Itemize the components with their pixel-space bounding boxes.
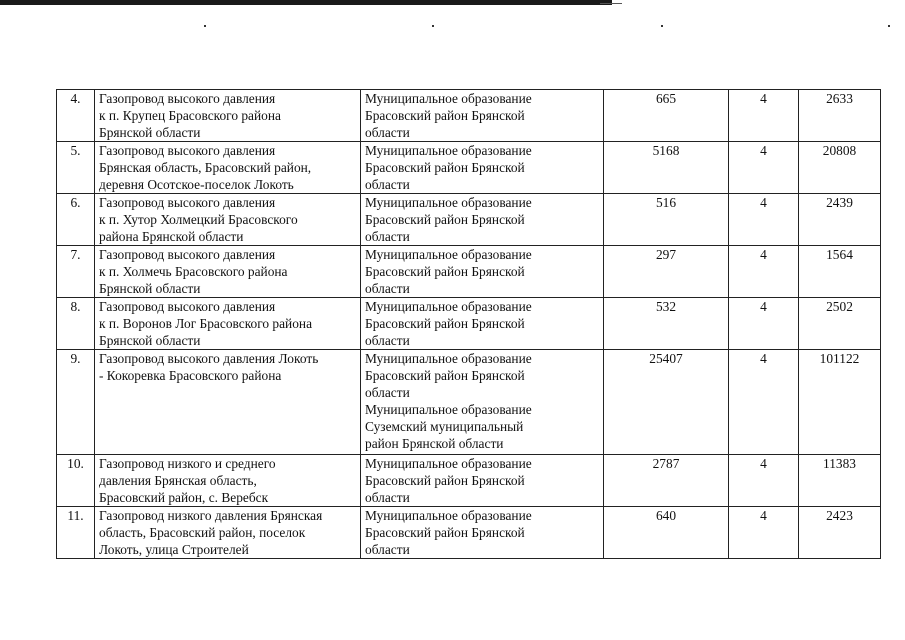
row-number: 5. xyxy=(70,143,81,158)
row-number-cell xyxy=(57,350,95,455)
length-cell xyxy=(604,90,729,142)
length-value: 5168 xyxy=(652,143,680,158)
category-cell xyxy=(729,298,799,350)
object-name-line: к п. Холмечь Брасовского района xyxy=(99,264,288,279)
owner-line: области xyxy=(365,125,410,140)
owner-line: Брасовский район Брянской xyxy=(365,108,525,123)
row-number: 6. xyxy=(70,195,81,210)
owner-line: Брасовский район Брянской xyxy=(365,264,525,279)
object-name-line: Газопровод высокого давления Локоть xyxy=(99,351,319,366)
length-value: 25407 xyxy=(649,351,683,366)
length-cell xyxy=(604,298,729,350)
owner-line: Муниципальное образование xyxy=(365,143,532,158)
owner-line: Брасовский район Брянской xyxy=(365,212,525,227)
length-value: 532 xyxy=(655,299,677,314)
cost-value: 2423 xyxy=(826,508,853,523)
value-cell xyxy=(799,90,881,142)
row-number-cell xyxy=(57,455,95,507)
length-cell xyxy=(604,142,729,194)
object-name-line: давления Брянская область, xyxy=(99,473,257,488)
object-name-cell xyxy=(95,194,361,246)
owner-cell xyxy=(361,194,604,246)
object-name-line: Газопровод высокого давления xyxy=(99,247,276,262)
owner-line: Муниципальное образование xyxy=(365,247,532,262)
row-number: 11. xyxy=(67,508,84,523)
cost-value: 11383 xyxy=(823,456,856,471)
cost-value: 2502 xyxy=(826,299,853,314)
owner-cell xyxy=(361,455,604,507)
owner-line: Муниципальное образование xyxy=(365,195,532,210)
category-value: 4 xyxy=(760,456,767,471)
category-cell xyxy=(729,142,799,194)
value-cell xyxy=(799,246,881,298)
object-name-line: - Кокоревка Брасовского района xyxy=(99,368,282,383)
owner-cell xyxy=(361,298,604,350)
gas-pipeline-table xyxy=(56,89,881,559)
owner-line: области xyxy=(365,229,410,244)
value-cell xyxy=(799,194,881,246)
length-value: 640 xyxy=(655,508,677,523)
length-cell xyxy=(604,194,729,246)
object-name-line: Брянской области xyxy=(99,125,201,140)
category-cell xyxy=(729,194,799,246)
owner-line: Муниципальное образование xyxy=(365,91,532,106)
table-row xyxy=(57,142,881,194)
owner-cell xyxy=(361,142,604,194)
top-edge-rule-tail xyxy=(600,3,622,4)
object-name-line: Газопровод высокого давления xyxy=(99,299,276,314)
category-value: 4 xyxy=(760,508,767,523)
owner-line: области xyxy=(365,490,410,505)
owner-line: Муниципальное образование xyxy=(365,402,532,417)
object-name-line: Газопровод низкого и среднего xyxy=(99,456,276,471)
owner-line: Брасовский район Брянской xyxy=(365,368,525,383)
row-number: 8. xyxy=(70,299,81,314)
category-value: 4 xyxy=(760,143,767,158)
owner-line: области xyxy=(365,281,410,296)
category-value: 4 xyxy=(760,351,767,366)
row-number: 4. xyxy=(70,91,81,106)
object-name-line: к п. Воронов Лог Брасовского района xyxy=(99,316,313,331)
top-edge-rule xyxy=(0,0,612,5)
object-name-line: Брянской области xyxy=(99,281,201,296)
row-number-cell xyxy=(57,507,95,559)
value-cell xyxy=(799,142,881,194)
object-name-line: Газопровод низкого давления Брянская xyxy=(99,508,323,523)
category-value: 4 xyxy=(760,247,767,262)
category-value: 4 xyxy=(760,299,767,314)
owner-line: Муниципальное образование xyxy=(365,299,532,314)
table-row xyxy=(57,455,881,507)
owner-line: Брасовский район Брянской xyxy=(365,160,525,175)
object-name-cell xyxy=(95,142,361,194)
object-name-line: к п. Крупец Брасовского района xyxy=(99,108,281,123)
cost-value: 2439 xyxy=(826,195,853,210)
scan-speck xyxy=(661,25,663,27)
category-cell xyxy=(729,350,799,455)
row-number-cell xyxy=(57,142,95,194)
length-value: 297 xyxy=(655,247,677,262)
object-name-line: Газопровод высокого давления xyxy=(99,195,276,210)
cost-value: 2633 xyxy=(826,91,853,106)
row-number: 10. xyxy=(67,456,84,471)
object-name-line: Брасовский район, с. Веребск xyxy=(99,490,269,505)
scan-speck xyxy=(204,25,206,27)
row-number-cell xyxy=(57,90,95,142)
owner-line: Муниципальное образование xyxy=(365,351,532,366)
object-name-line: Брянская область, Брасовский район, xyxy=(99,160,312,175)
object-name-line: Газопровод высокого давления xyxy=(99,91,276,106)
table-row xyxy=(57,350,881,455)
value-cell xyxy=(799,350,881,455)
owner-line: области xyxy=(365,333,410,348)
cost-value: 20808 xyxy=(822,143,857,158)
owner-line: Муниципальное образование xyxy=(365,508,532,523)
length-cell xyxy=(604,507,729,559)
owner-cell xyxy=(361,90,604,142)
category-value: 4 xyxy=(760,91,767,106)
object-name-line: района Брянской области xyxy=(99,229,244,244)
length-cell xyxy=(604,350,729,455)
object-name-line: Газопровод высокого давления xyxy=(99,143,276,158)
value-cell xyxy=(799,455,881,507)
scan-speck xyxy=(432,25,434,27)
table-body xyxy=(57,90,881,559)
category-cell xyxy=(729,507,799,559)
row-number-cell xyxy=(57,194,95,246)
object-name-line: область, Брасовский район, поселок xyxy=(99,525,306,540)
object-name-cell xyxy=(95,350,361,455)
owner-cell xyxy=(361,246,604,298)
table-row xyxy=(57,298,881,350)
length-cell xyxy=(604,246,729,298)
owner-line: Брасовский район Брянской xyxy=(365,525,525,540)
value-cell xyxy=(799,507,881,559)
owner-cell xyxy=(361,507,604,559)
object-name-line: к п. Хутор Холмецкий Брасовского xyxy=(99,212,298,227)
object-name-line: Локоть, улица Строителей xyxy=(99,542,249,557)
object-name-cell xyxy=(95,298,361,350)
length-value: 2787 xyxy=(652,456,680,471)
owner-line: Брасовский район Брянской xyxy=(365,473,525,488)
object-name-line: Брянской области xyxy=(99,333,201,348)
owner-line: области xyxy=(365,542,410,557)
owner-cell xyxy=(361,350,604,455)
table-row xyxy=(57,194,881,246)
owner-line: области xyxy=(365,385,410,400)
category-cell xyxy=(729,246,799,298)
table-row xyxy=(57,507,881,559)
length-cell xyxy=(604,455,729,507)
object-name-cell xyxy=(95,246,361,298)
row-number-cell xyxy=(57,246,95,298)
row-number: 7. xyxy=(70,247,81,262)
row-number-cell xyxy=(57,298,95,350)
owner-line: район Брянской области xyxy=(365,436,504,451)
row-number: 9. xyxy=(70,351,81,366)
length-value: 665 xyxy=(655,91,677,106)
cost-value: 101122 xyxy=(819,351,860,366)
owner-line: Брасовский район Брянской xyxy=(365,316,525,331)
object-name-cell xyxy=(95,90,361,142)
category-cell xyxy=(729,455,799,507)
object-name-line: деревня Осотское-поселок Локоть xyxy=(99,177,294,192)
category-value: 4 xyxy=(760,195,767,210)
value-cell xyxy=(799,298,881,350)
owner-line: Суземский муниципальный xyxy=(365,419,524,434)
cost-value: 1564 xyxy=(826,247,853,262)
category-cell xyxy=(729,90,799,142)
owner-line: области xyxy=(365,177,410,192)
scan-speck xyxy=(888,25,890,27)
table-row xyxy=(57,246,881,298)
object-name-cell xyxy=(95,507,361,559)
table-row xyxy=(57,90,881,142)
owner-line: Муниципальное образование xyxy=(365,456,532,471)
length-value: 516 xyxy=(655,195,677,210)
object-name-cell xyxy=(95,455,361,507)
